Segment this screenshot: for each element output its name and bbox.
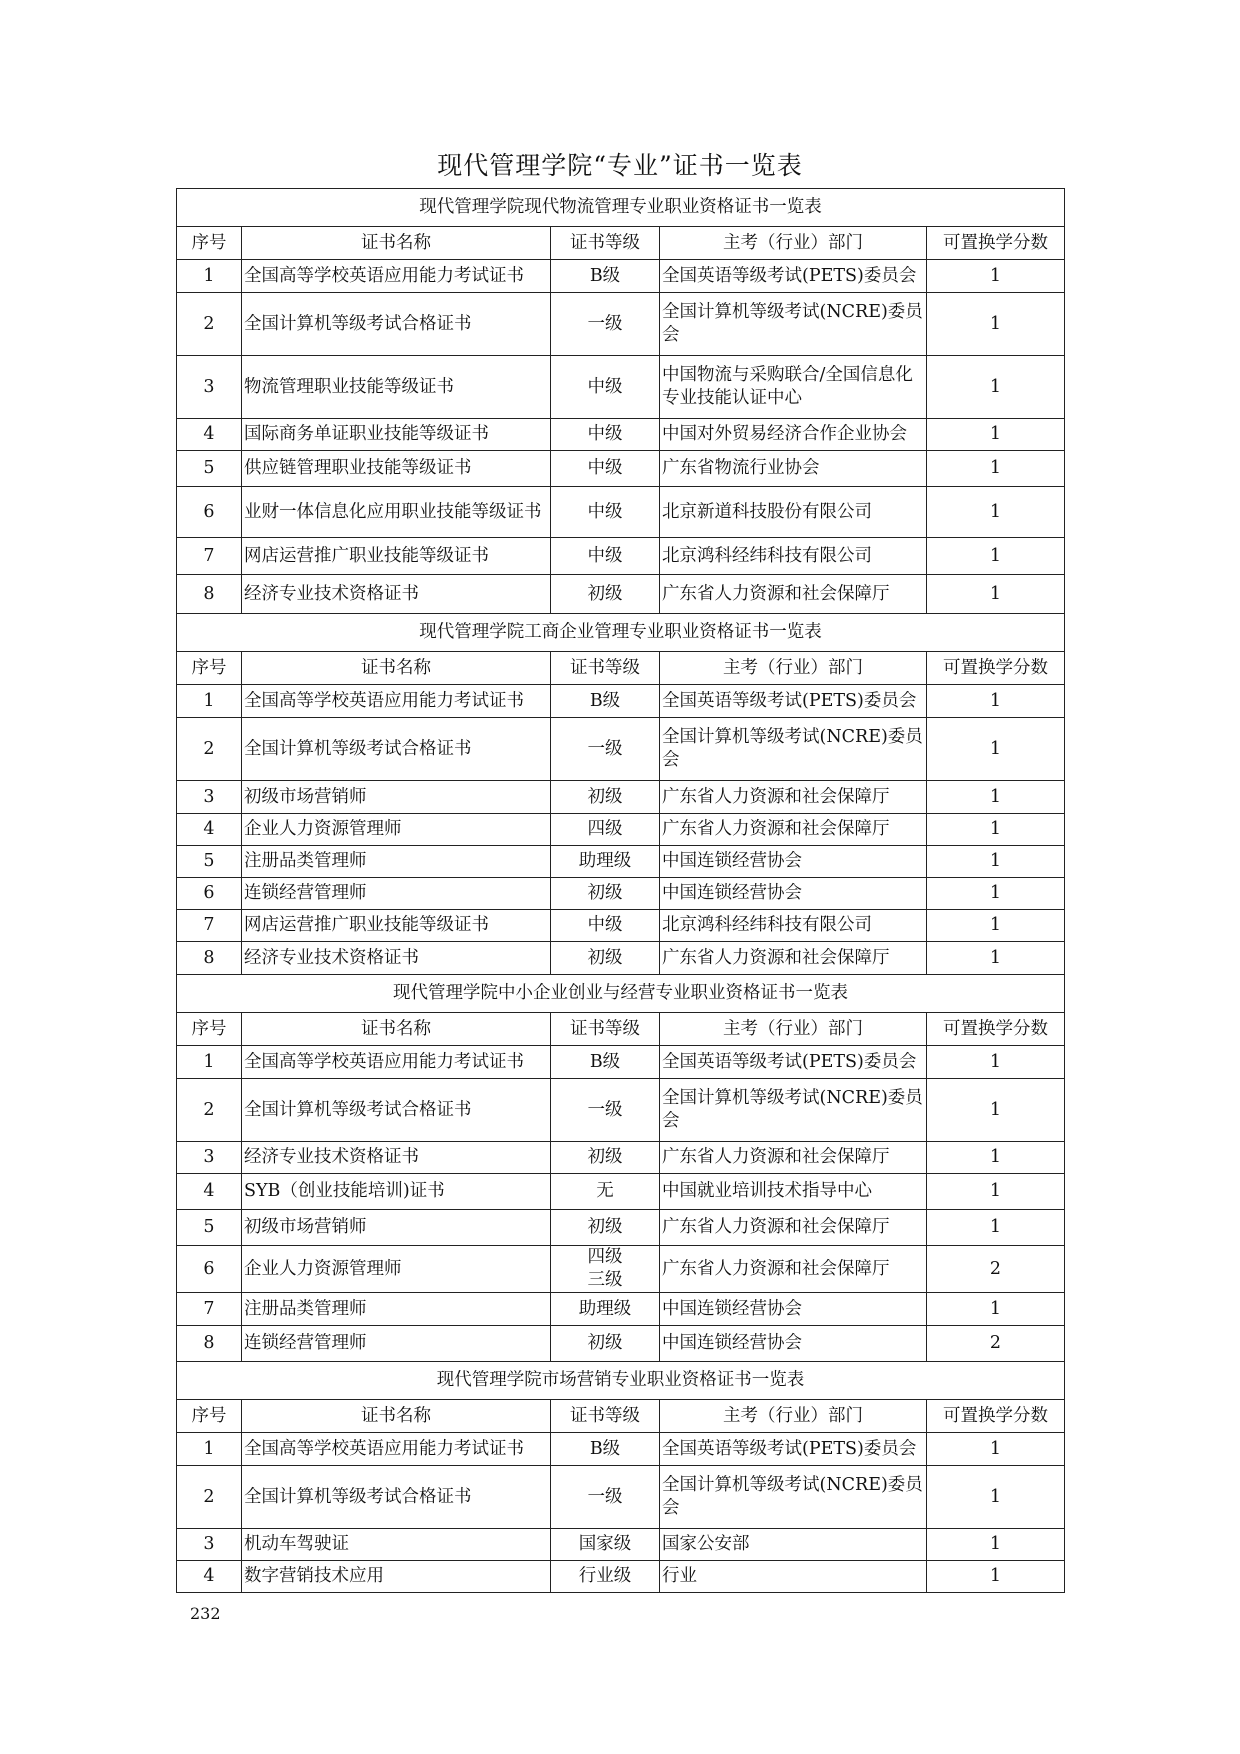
cell-level [551, 1142, 660, 1174]
cell-dept: 北京鸿科经纬科技有限公司 [660, 538, 927, 575]
table-row [177, 781, 1065, 814]
cell-credits: 1 [927, 1466, 1065, 1529]
page-title: 现代管理学院“专业”证书一览表 [437, 151, 803, 180]
cell-seq: 6 [177, 487, 242, 538]
table-row [177, 1079, 1065, 1142]
level-text: 初级 [587, 1217, 623, 1237]
cell-seq: 6 [177, 878, 242, 910]
table-row [177, 1561, 1065, 1593]
cell-seq: 4 [177, 814, 242, 846]
cell-seq: 7 [177, 1293, 242, 1326]
cell-seq: 3 [177, 781, 242, 814]
cell-credits: 1 [927, 293, 1065, 356]
level-text: 初级 [587, 583, 623, 604]
header-dept: 主考（行业）部门 [660, 227, 927, 260]
cell-level [551, 1174, 660, 1210]
cell-credits: 1 [927, 419, 1065, 451]
cell-level [551, 487, 660, 538]
cell-credits: 1 [927, 846, 1065, 878]
table-row [177, 1046, 1065, 1079]
header-credits: 可置换学分数 [927, 227, 1065, 260]
cell-dept: 北京鸿科经纬科技有限公司 [660, 910, 927, 942]
cell-name: 经济专业技术资格证书 [242, 575, 551, 614]
section-title: 现代管理学院中小企业创业与经营专业职业资格证书一览表 [177, 975, 1065, 1013]
cell-seq: 3 [177, 356, 242, 419]
cell-credits: 1 [927, 942, 1065, 975]
cell-name: SYB（创业技能培训)证书 [242, 1174, 551, 1210]
header-credits: 可置换学分数 [927, 1400, 1065, 1433]
level-text: 行业级 [578, 1566, 632, 1586]
cell-dept: 中国物流与采购联合/全国信息化专业技能认证中心 [660, 356, 927, 419]
level-text: 一级 [587, 738, 623, 759]
cell-name: 全国计算机等级考试合格证书 [242, 1466, 551, 1529]
cell-name: 网店运营推广职业技能等级证书 [242, 538, 551, 575]
cell-credits: 1 [927, 575, 1065, 614]
cell-seq: 1 [177, 1433, 242, 1466]
table-row [177, 1326, 1065, 1362]
header-name: 证书名称 [242, 227, 551, 260]
cell-dept: 中国连锁经营协会 [660, 1293, 927, 1326]
cell-dept: 国家公安部 [660, 1529, 927, 1561]
cell-level [551, 814, 660, 846]
level-text: 一级 [587, 313, 623, 334]
table-row [177, 1210, 1065, 1246]
cell-name: 经济专业技术资格证书 [242, 942, 551, 975]
header-level: 证书等级 [551, 1400, 660, 1433]
cell-name: 全国计算机等级考试合格证书 [242, 293, 551, 356]
level-text: 初级 [587, 1147, 623, 1167]
table-row [177, 1142, 1065, 1174]
header-level: 证书等级 [551, 227, 660, 260]
header-seq: 序号 [177, 227, 242, 260]
cell-name: 供应链管理职业技能等级证书 [242, 451, 551, 487]
cell-level [551, 718, 660, 781]
level-text: B级 [589, 1051, 621, 1072]
cell-seq: 1 [177, 1046, 242, 1079]
cell-name: 全国高等学校英语应用能力考试证书 [242, 685, 551, 718]
cell-name: 全国计算机等级考试合格证书 [242, 1079, 551, 1142]
cell-dept: 中国就业培训技术指导中心 [660, 1174, 927, 1210]
cell-name: 企业人力资源管理师 [242, 814, 551, 846]
cell-seq: 3 [177, 1142, 242, 1174]
cell-level [551, 260, 660, 293]
level-text: 中级 [587, 376, 623, 397]
cell-dept: 全国计算机等级考试(NCRE)委员会 [660, 718, 927, 781]
cell-level [551, 1466, 660, 1529]
cell-dept: 中国连锁经营协会 [660, 878, 927, 910]
cell-credits: 2 [927, 1246, 1065, 1293]
section-title-row [177, 975, 1065, 1013]
cell-seq: 2 [177, 1079, 242, 1142]
table-row [177, 942, 1065, 975]
header-dept: 主考（行业）部门 [660, 652, 927, 685]
cell-name: 全国高等学校英语应用能力考试证书 [242, 260, 551, 293]
header-dept: 主考（行业）部门 [660, 1400, 927, 1433]
cell-dept: 广东省人力资源和社会保障厅 [660, 575, 927, 614]
table-row [177, 575, 1065, 614]
cell-credits: 1 [927, 718, 1065, 781]
cell-level [551, 1210, 660, 1246]
cell-credits: 1 [927, 814, 1065, 846]
cell-credits: 1 [927, 1174, 1065, 1210]
header-name: 证书名称 [242, 1013, 551, 1046]
cell-seq: 1 [177, 260, 242, 293]
header-row [177, 1013, 1065, 1046]
cell-credits: 1 [927, 1433, 1065, 1466]
cell-level [551, 846, 660, 878]
table-row [177, 685, 1065, 718]
cell-credits: 1 [927, 1079, 1065, 1142]
cell-seq: 2 [177, 1466, 242, 1529]
cell-credits: 1 [927, 1561, 1065, 1593]
header-credits: 可置换学分数 [927, 1013, 1065, 1046]
cell-name: 连锁经营管理师 [242, 878, 551, 910]
cell-seq: 4 [177, 1174, 242, 1210]
cell-dept: 全国英语等级考试(PETS)委员会 [660, 1046, 927, 1079]
cell-dept: 广东省人力资源和社会保障厅 [660, 781, 927, 814]
cell-name: 国际商务单证职业技能等级证书 [242, 419, 551, 451]
cell-seq: 5 [177, 1210, 242, 1246]
table-row [177, 1529, 1065, 1561]
header-seq: 序号 [177, 652, 242, 685]
table-row [177, 356, 1065, 419]
level-text: 中级 [587, 424, 623, 444]
cell-dept: 行业 [660, 1561, 927, 1593]
cell-credits: 1 [927, 1046, 1065, 1079]
cell-level [551, 293, 660, 356]
header-level: 证书等级 [551, 1013, 660, 1046]
cell-credits: 1 [927, 487, 1065, 538]
cell-dept: 广东省人力资源和社会保障厅 [660, 1210, 927, 1246]
cell-level [551, 910, 660, 942]
cell-level [551, 1529, 660, 1561]
level-text-secondary: 三级 [587, 1270, 623, 1290]
header-seq: 序号 [177, 1400, 242, 1433]
cell-level [551, 685, 660, 718]
cell-seq: 4 [177, 419, 242, 451]
cell-name: 机动车驾驶证 [242, 1529, 551, 1561]
cell-level [551, 878, 660, 910]
cell-dept: 全国计算机等级考试(NCRE)委员会 [660, 293, 927, 356]
cell-seq: 8 [177, 575, 242, 614]
header-seq: 序号 [177, 1013, 242, 1046]
level-text: 一级 [587, 1099, 623, 1120]
section-title-row [177, 189, 1065, 227]
table-row [177, 1293, 1065, 1326]
cell-name: 全国计算机等级考试合格证书 [242, 718, 551, 781]
cell-name: 连锁经营管理师 [242, 1326, 551, 1362]
section-title-row [177, 1362, 1065, 1400]
table-row [177, 1433, 1065, 1466]
header-level: 证书等级 [551, 652, 660, 685]
cell-dept: 全国英语等级考试(PETS)委员会 [660, 1433, 927, 1466]
cell-seq: 8 [177, 942, 242, 975]
cell-seq: 3 [177, 1529, 242, 1561]
cell-name: 初级市场营销师 [242, 1210, 551, 1246]
level-text: 初级 [587, 1333, 623, 1353]
section-title: 现代管理学院市场营销专业职业资格证书一览表 [177, 1362, 1065, 1400]
cell-credits: 1 [927, 1210, 1065, 1246]
table-row [177, 451, 1065, 487]
cell-seq: 4 [177, 1561, 242, 1593]
table-row [177, 718, 1065, 781]
level-text: 四级 [587, 1247, 623, 1267]
cell-dept: 广东省人力资源和社会保障厅 [660, 1246, 927, 1293]
cell-credits: 1 [927, 1529, 1065, 1561]
cell-credits: 2 [927, 1326, 1065, 1362]
level-text: 中级 [587, 458, 623, 478]
cell-name: 全国高等学校英语应用能力考试证书 [242, 1046, 551, 1079]
section-title-row [177, 614, 1065, 652]
cell-dept: 中国对外贸易经济合作企业协会 [660, 419, 927, 451]
cell-level [551, 1079, 660, 1142]
level-text: 无 [596, 1181, 614, 1201]
cell-dept: 广东省人力资源和社会保障厅 [660, 942, 927, 975]
header-row [177, 227, 1065, 260]
level-text: 中级 [587, 915, 623, 935]
section-title: 现代管理学院现代物流管理专业职业资格证书一览表 [177, 189, 1065, 227]
cell-seq: 5 [177, 846, 242, 878]
cell-dept: 全国英语等级考试(PETS)委员会 [660, 260, 927, 293]
table-row [177, 1174, 1065, 1210]
cell-level [551, 451, 660, 487]
table-row [177, 1466, 1065, 1529]
table-row [177, 1246, 1065, 1293]
cell-level [551, 1326, 660, 1362]
cell-level [551, 1046, 660, 1079]
certificate-table [176, 188, 1065, 1593]
header-dept: 主考（行业）部门 [660, 1013, 927, 1046]
table-row [177, 419, 1065, 451]
cell-level [551, 575, 660, 614]
cell-dept: 全国英语等级考试(PETS)委员会 [660, 685, 927, 718]
cell-name: 注册品类管理师 [242, 1293, 551, 1326]
cell-level [551, 538, 660, 575]
cell-dept: 广东省物流行业协会 [660, 451, 927, 487]
cell-name: 初级市场营销师 [242, 781, 551, 814]
table-row [177, 293, 1065, 356]
cell-name: 经济专业技术资格证书 [242, 1142, 551, 1174]
cell-seq: 7 [177, 910, 242, 942]
cell-name: 全国高等学校英语应用能力考试证书 [242, 1433, 551, 1466]
table-row [177, 814, 1065, 846]
cell-credits: 1 [927, 260, 1065, 293]
cell-credits: 1 [927, 1142, 1065, 1174]
section-title: 现代管理学院工商企业管理专业职业资格证书一览表 [177, 614, 1065, 652]
cell-level [551, 356, 660, 419]
cell-level [551, 1561, 660, 1593]
level-text: 初级 [587, 786, 623, 807]
table-row [177, 910, 1065, 942]
cell-level [551, 1293, 660, 1326]
cell-level [551, 1246, 660, 1293]
cell-dept: 中国连锁经营协会 [660, 1326, 927, 1362]
table-row [177, 487, 1065, 538]
cell-level [551, 781, 660, 814]
cell-credits: 1 [927, 781, 1065, 814]
cell-seq: 7 [177, 538, 242, 575]
cell-name: 物流管理职业技能等级证书 [242, 356, 551, 419]
cell-seq: 6 [177, 1246, 242, 1293]
level-text: 助理级 [578, 851, 632, 871]
header-name: 证书名称 [242, 652, 551, 685]
level-text: 一级 [587, 1486, 623, 1507]
cell-name: 网店运营推广职业技能等级证书 [242, 910, 551, 942]
cell-credits: 1 [927, 538, 1065, 575]
table-row [177, 260, 1065, 293]
cell-seq: 1 [177, 685, 242, 718]
header-credits: 可置换学分数 [927, 652, 1065, 685]
level-text: B级 [589, 1438, 621, 1459]
table-row [177, 538, 1065, 575]
cell-level [551, 942, 660, 975]
level-text: 助理级 [578, 1298, 632, 1319]
cell-credits: 1 [927, 1293, 1065, 1326]
cell-credits: 1 [927, 878, 1065, 910]
cell-name: 业财一体信息化应用职业技能等级证书 [242, 487, 551, 538]
cell-seq: 8 [177, 1326, 242, 1362]
level-text: 国家级 [578, 1534, 632, 1554]
table-row [177, 846, 1065, 878]
table-row [177, 878, 1065, 910]
cell-credits: 1 [927, 910, 1065, 942]
cell-dept: 北京新道科技股份有限公司 [660, 487, 927, 538]
cell-credits: 1 [927, 356, 1065, 419]
level-text: 中级 [587, 501, 623, 522]
cell-credits: 1 [927, 685, 1065, 718]
cell-seq: 2 [177, 293, 242, 356]
cell-dept: 广东省人力资源和社会保障厅 [660, 1142, 927, 1174]
cell-name: 企业人力资源管理师 [242, 1246, 551, 1293]
cell-dept: 全国计算机等级考试(NCRE)委员会 [660, 1466, 927, 1529]
cell-level [551, 1433, 660, 1466]
cell-seq: 5 [177, 451, 242, 487]
cell-name: 注册品类管理师 [242, 846, 551, 878]
cell-level [551, 419, 660, 451]
level-text: 四级 [587, 819, 623, 839]
header-row [177, 1400, 1065, 1433]
cell-name: 数字营销技术应用 [242, 1561, 551, 1593]
page-number: 232 [190, 1604, 221, 1623]
cell-dept: 中国连锁经营协会 [660, 846, 927, 878]
cell-credits: 1 [927, 451, 1065, 487]
level-text: B级 [589, 690, 621, 711]
header-name: 证书名称 [242, 1400, 551, 1433]
level-text: B级 [589, 265, 621, 286]
cell-dept: 全国计算机等级考试(NCRE)委员会 [660, 1079, 927, 1142]
cell-seq: 2 [177, 718, 242, 781]
level-text: 中级 [587, 545, 623, 566]
level-text: 初级 [587, 947, 623, 968]
header-row [177, 652, 1065, 685]
cell-dept: 广东省人力资源和社会保障厅 [660, 814, 927, 846]
level-text: 初级 [587, 883, 623, 903]
